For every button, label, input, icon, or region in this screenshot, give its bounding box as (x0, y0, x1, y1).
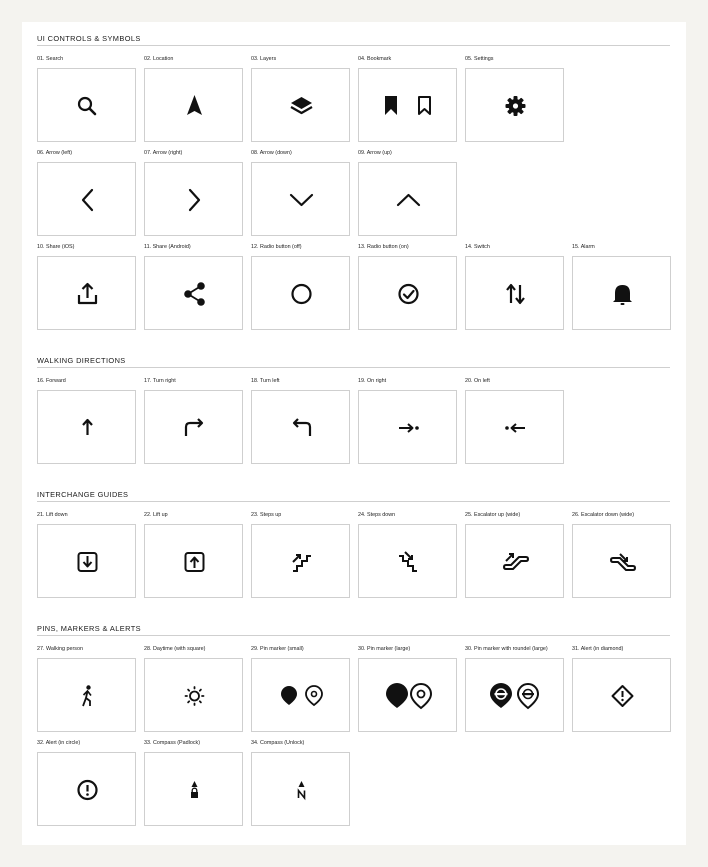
tile-frame (144, 752, 243, 826)
tile-label: 08. Arrow (down) (251, 150, 292, 156)
alert-diamond-icon (573, 659, 672, 733)
icon-tile-lift-down[interactable] (37, 512, 136, 604)
tile-frame (465, 524, 564, 598)
turn-right-icon (145, 391, 244, 465)
bookmark-icon (359, 69, 458, 143)
tile-frame (37, 162, 136, 236)
tile-label: 01. Search (37, 56, 64, 62)
tile-label: 25. Escalator up (wide) (465, 512, 521, 518)
radio-off-icon (252, 257, 351, 331)
icon-tile-arrow-up[interactable] (358, 150, 457, 242)
tile-frame (251, 752, 350, 826)
daytime-sun-icon (145, 659, 244, 733)
escalator-down-icon (573, 525, 672, 599)
tile-label: 04. Bookmark (358, 56, 392, 62)
icon-tile-alert-circle[interactable] (37, 740, 136, 832)
icon-tile-radio-off[interactable] (251, 244, 350, 336)
icon-tile-escalator-up[interactable] (465, 512, 564, 604)
tile-frame (465, 390, 564, 464)
pin-marker-large-icon (359, 659, 458, 733)
tile-frame (465, 68, 564, 142)
tile-label: 19. On right (358, 378, 387, 384)
tile-frame (358, 524, 457, 598)
tile-label: 23. Steps up (251, 512, 282, 518)
section-title-pins-markers-alerts: PINS, MARKERS & ALERTS (37, 624, 670, 636)
icon-tile-alert-diamond[interactable] (572, 646, 671, 738)
icon-tile-pin-marker-small[interactable] (251, 646, 350, 738)
lift-down-icon (38, 525, 137, 599)
tile-frame (144, 390, 243, 464)
tile-label: 14. Switch (465, 244, 490, 250)
icon-tile-switch[interactable] (465, 244, 564, 336)
tile-frame (572, 658, 671, 732)
icon-tile-arrow-right[interactable] (144, 150, 243, 242)
chevron-up-icon (359, 163, 458, 237)
radio-on-icon (359, 257, 458, 331)
alert-circle-icon (38, 753, 137, 827)
tile-frame (37, 752, 136, 826)
icon-tile-pin-marker-roundel[interactable] (465, 646, 564, 738)
tile-label: 30. Pin marker with roundel (large) (465, 646, 548, 652)
lift-up-icon (145, 525, 244, 599)
tile-label: 05. Settings (465, 56, 494, 62)
settings-gear-icon (466, 69, 565, 143)
layers-icon (252, 69, 351, 143)
steps-up-icon (252, 525, 351, 599)
tile-frame (144, 256, 243, 330)
turn-left-icon (252, 391, 351, 465)
pin-marker-roundel-icon (466, 659, 565, 733)
section-title-walking-directions: WALKING DIRECTIONS (37, 356, 670, 368)
tile-label: 06. Arrow (left) (37, 150, 73, 156)
tile-frame (144, 658, 243, 732)
tile-label: 31. Alert (in diamond) (572, 646, 624, 652)
chevron-right-icon (145, 163, 244, 237)
icon-tile-share-android[interactable] (144, 244, 243, 336)
tile-frame (37, 256, 136, 330)
tile-frame (37, 658, 136, 732)
section-title-interchange-guides: INTERCHANGE GUIDES (37, 490, 670, 502)
share-ios-icon (38, 257, 137, 331)
tile-label: 17. Turn right (144, 378, 176, 384)
icon-tile-walking-person[interactable] (37, 646, 136, 738)
tile-label: 02. Location (144, 56, 174, 62)
tile-label: 12. Radio button (off) (251, 244, 302, 250)
tile-label: 30. Pin marker (large) (358, 646, 411, 652)
on-left-icon (466, 391, 565, 465)
tile-label: 03. Layers (251, 56, 277, 62)
tile-frame (144, 68, 243, 142)
icon-tile-turn-right[interactable] (144, 378, 243, 470)
icon-tile-lift-up[interactable] (144, 512, 243, 604)
escalator-up-icon (466, 525, 565, 599)
icon-tile-turn-left[interactable] (251, 378, 350, 470)
tile-frame (251, 658, 350, 732)
tile-label: 09. Arrow (up) (358, 150, 392, 156)
tile-frame (358, 68, 457, 142)
icon-tile-compass-unlock[interactable] (251, 740, 350, 832)
tile-label: 32. Alert (in circle) (37, 740, 81, 746)
tile-label: 20. On left (465, 378, 490, 384)
tile-frame (37, 68, 136, 142)
tile-label: 10. Share (iOS) (37, 244, 75, 250)
tile-frame (358, 162, 457, 236)
tile-label: 29. Pin marker (small) (251, 646, 304, 652)
tile-label: 33. Compass (Padlock) (144, 740, 201, 746)
icon-tile-settings[interactable] (465, 56, 564, 148)
alarm-bell-icon (573, 257, 672, 331)
location-arrow-icon (145, 69, 244, 143)
icon-tile-search[interactable] (37, 56, 136, 148)
icon-tile-location[interactable] (144, 56, 243, 148)
icon-tile-share-ios[interactable] (37, 244, 136, 336)
tile-frame (572, 256, 671, 330)
tile-frame (251, 524, 350, 598)
icon-tile-on-right[interactable] (358, 378, 457, 470)
tile-label: 07. Arrow (right) (144, 150, 183, 156)
icon-tile-arrow-down[interactable] (251, 150, 350, 242)
icon-tile-bookmark[interactable] (358, 56, 457, 148)
tile-label: 15. Alarm (572, 244, 595, 250)
tile-frame (572, 524, 671, 598)
tile-label: 11. Share (Android) (144, 244, 191, 250)
icon-tile-steps-up[interactable] (251, 512, 350, 604)
icon-tile-daytime[interactable] (144, 646, 243, 738)
icon-tile-arrow-left[interactable] (37, 150, 136, 242)
pin-marker-small-icon (252, 659, 351, 733)
steps-down-icon (359, 525, 458, 599)
tile-frame (37, 390, 136, 464)
tile-label: 16. Forward (37, 378, 66, 384)
compass-unlock-icon (252, 753, 351, 827)
icon-tile-on-left[interactable] (465, 378, 564, 470)
share-android-icon (145, 257, 244, 331)
tile-frame (358, 256, 457, 330)
tile-frame (251, 162, 350, 236)
chevron-down-icon (252, 163, 351, 237)
tile-label: 22. Lift up (144, 512, 168, 518)
tile-label: 34. Compass (Unlock) (251, 740, 305, 746)
compass-padlock-icon (145, 753, 244, 827)
tile-label: 26. Escalator down (wide) (572, 512, 635, 518)
icon-tile-forward[interactable] (37, 378, 136, 470)
tile-label: 18. Turn left (251, 378, 280, 384)
tile-frame (251, 256, 350, 330)
arrow-forward-icon (38, 391, 137, 465)
icon-tile-compass-padlock[interactable] (144, 740, 243, 832)
icon-tile-escalator-down[interactable] (572, 512, 671, 604)
icon-tile-alarm[interactable] (572, 244, 671, 336)
walking-person-icon (38, 659, 137, 733)
tile-frame (465, 658, 564, 732)
icon-tile-radio-on[interactable] (358, 244, 457, 336)
tile-label: 13. Radio button (on) (358, 244, 409, 250)
tile-frame (144, 524, 243, 598)
tile-frame (358, 390, 457, 464)
search-icon (38, 69, 137, 143)
tile-frame (251, 68, 350, 142)
tile-frame (37, 524, 136, 598)
section-title-ui-controls: UI CONTROLS & SYMBOLS (37, 34, 670, 46)
chevron-left-icon (38, 163, 137, 237)
tile-frame (358, 658, 457, 732)
tile-label: 27. Walking person (37, 646, 83, 652)
switch-icon (466, 257, 565, 331)
on-right-icon (359, 391, 458, 465)
tile-frame (251, 390, 350, 464)
tile-label: 24. Steps down (358, 512, 396, 518)
icon-tile-steps-down[interactable] (358, 512, 457, 604)
icon-tile-layers[interactable] (251, 56, 350, 148)
tile-frame (144, 162, 243, 236)
tile-label: 21. Lift down (37, 512, 68, 518)
tile-frame (465, 256, 564, 330)
icon-tile-pin-marker-large[interactable] (358, 646, 457, 738)
tile-label: 28. Daytime (with square) (144, 646, 206, 652)
